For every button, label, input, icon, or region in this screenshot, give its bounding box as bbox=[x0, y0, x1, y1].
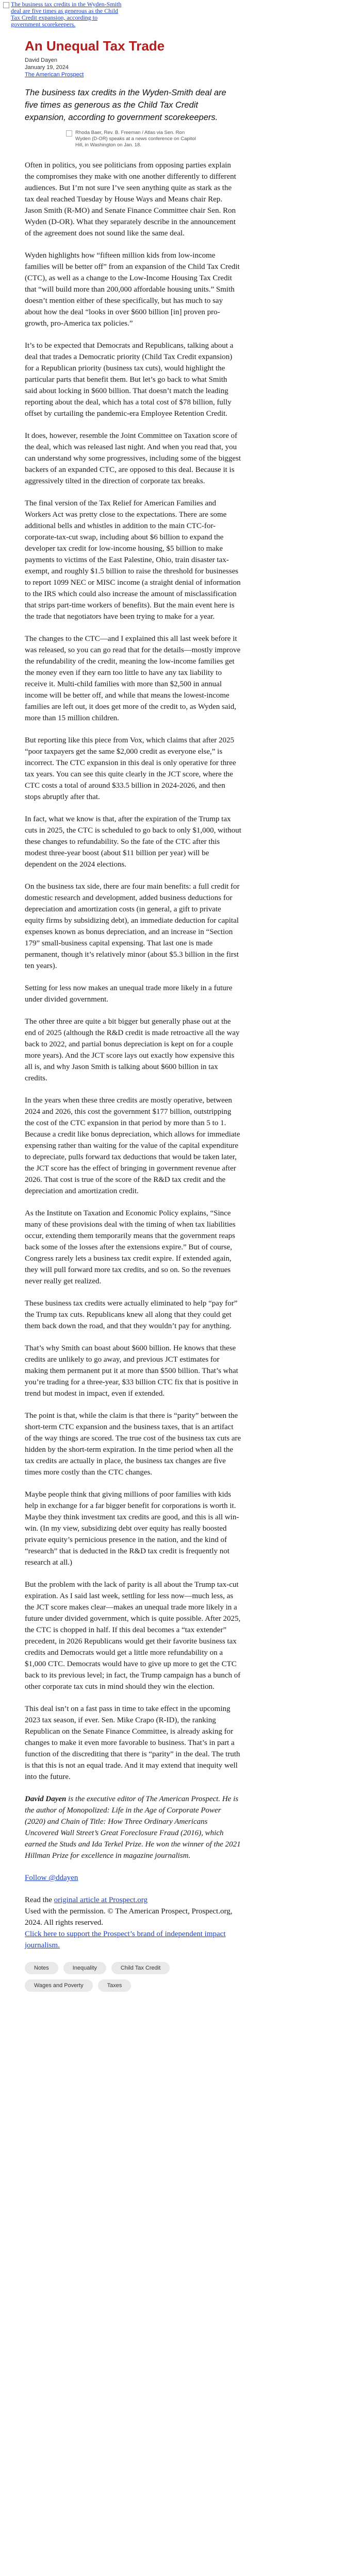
paragraph: On the business tax side, there are four main benefits: a full credit for domestic research and development, added business deductions for depreciation and amortization costs (in general, a gift to private equity firms by subsidizing debt), an immediate deduction for capital expenses known as bonus depreciation, and an increase in “Section 179” small-business capital expensing. That last one is made permanent, though it’s relatively minor (about $5.3 billion in the first ten years). bbox=[25, 883, 240, 970]
paragraph: This deal isn’t on a fast pass in time to take effect in the upcoming 2023 tax season, if ever. Sen. Mike Crapo (R-ID), the ranking Republican on the Senate Finance Committee, is already asking for changes to make it even more favorable to business. That’s in part a function of the discrediting that there is “parity” in the deal. The truth is that this is not an equal trade. And it may extend that inequity well into the future. bbox=[25, 1705, 240, 1781]
paragraph: Setting for less now makes an unequal trade more likely in a future under divided government. bbox=[25, 984, 233, 1004]
article-body bbox=[25, 160, 241, 1951]
tag-list bbox=[25, 1962, 241, 1992]
tag-chip[interactable]: Child Tax Credit bbox=[111, 1962, 170, 1974]
article-dek: The business tax credits in the Wyden-Smith deal are five times as generous as the Child Tax Credit expansion, according to government scorekeepers. bbox=[25, 88, 226, 122]
header-image[interactable] bbox=[3, 1, 122, 33]
paragraph: But reporting like this piece from Vox, which claims that after 2025 “poor taxpayers get the same $2,000 credit as everyone else,” is incorrect. The CTC expansion in this deal is only operative for three tax years. You can see this quite clearly in the JCT score, where the CTC costs a total of around $33.5 billion in 2024-2026, and then stops abruptly after that. bbox=[25, 736, 236, 801]
image-icon bbox=[66, 130, 72, 137]
tag-chip[interactable]: Wages and Poverty bbox=[25, 1979, 93, 1992]
article bbox=[25, 38, 336, 1992]
broken-image-icon bbox=[3, 2, 9, 8]
paragraph: As the Institute on Taxation and Economic Policy explains, “Since many of these provisions deal with the timing of when tax liabilities occur, extending them temporarily means that the government reaps back some of the losses after the extensions expire.” But of course, Congress rarely lets a business tax credit expire. If extended again, they will pull forward more tax credits, and so on. So the revenues never really get realized. bbox=[25, 1209, 236, 1285]
author-bio bbox=[25, 1793, 241, 1861]
byline bbox=[25, 57, 336, 78]
figure-caption: Rhoda Baer, Rev. B. Freeman / Atlas via Sen. Ron Wyden (D-OR) speaks at a news conference on Capitol Hill, in Washington on Jan. 18. bbox=[75, 130, 196, 148]
publish-date: January 19, 2024 bbox=[25, 64, 69, 71]
paragraph: That’s why Smith can boast about $600 billion. He knows that these credits are unlikely to go away, and previous JCT estimates for making them permanent put it at more than $500 billion. That’s what you’re trading for a three-year, $33 billion CTC fix that is positive in trend but modest in impact, even if extended. bbox=[25, 1344, 238, 1398]
tag-chip[interactable]: Taxes bbox=[98, 1979, 132, 1992]
tag-chip[interactable]: Inequality bbox=[63, 1962, 106, 1974]
paragraph: These business tax credits were actually eliminated to help “pay for” the Trump tax cuts. Republicans knew all along that they could get them back down the road, and that they wouldn’t pay for anything. bbox=[25, 1299, 238, 1330]
follow-line bbox=[25, 1872, 241, 1884]
paragraph: But the problem with the lack of parity is all about the Trump tax-cut expiration. As I said last week, settling for less now—much less, as the JCT score makes clear—makes an unequal trade more likely in a future under divided government, which is quite possible. After 2025, the CTC is chopped in half. If this deal becomes a “tax extender” precedent, in 2026 Republicans would get their favorite business tax credits and Democrats would get a little more refundability on a $1,000 CTC. Democrats would have to give up more to get the CTC back to its previous level; in fact, the Trump campaign has a bunch of other corporate tax cuts in mind should they win the election. bbox=[25, 1581, 241, 1691]
paragraph: The final version of the Tax Relief for American Families and Workers Act was pretty close to the expectations. There are some additional bells and whistles in addition to the main CTC-for-corporate-tax-cut swap, including about $6 billion to expand the developer tax credit for low-income housing, $5 billion to make payments to victims of the East Palestine, Ohio, train disaster tax-exempt, and roughly $1.5 billion to raise the threshold for businesses to report 1099 NEC or MISC income (a straight denial of information to the IRS which could also increase the amount of misclassification that strips part-time workers of benefits). But the main event here is the trade that negotiators have been trying to make for a year. bbox=[25, 499, 241, 621]
bio-text: is the executive editor of The American Prospect. He is the author of Monopolized: Life in the Age of Corporate Power (2020) and Chain of Title: How Three Ordinary Americans Uncovered Wall Street’s Great Foreclosure Fraud (2016), which earned the Studs and Ida Terkel Prize. He won the winner of the 2021 Hillman Prize for excellence in magazine journalism. bbox=[25, 1795, 241, 1860]
paragraph: It’s to be expected that Democrats and Republicans, talking about a deal that trades a Democratic priority (Child Tax Credit expansion) for a Republican priority (business tax cuts), would highlight the particular parts that benefit them. But let’s go back to what Smith said about locking in $600 billion. That doesn’t match the leading reporting about the deal, which has a total cost of $78 billion, fully offset by curtailing the pandemic-era Employee Retention Credit. bbox=[25, 342, 234, 418]
source-note bbox=[25, 1894, 241, 1951]
paragraph: The other three are quite a bit bigger but generally phase out at the end of 2025 (although the R&D credit is made retroactive all the way back to 2022, and partial bonus depreciation is kept on for a couple more years). And the JCT score lays out exactly how expensive this all is, and why Jason Smith is talking about $600 billion in tax credits. bbox=[25, 1018, 240, 1082]
paragraph: The point is that, while the claim is that there is “parity” between the short-term CTC expansion and the business taxes, that is an artifact of the way things are scored. The true cost of the business tax cuts are hidden by the short-term expiration. In the time period when all the tax credits are actually in place, the business tax changes are five times more costly than the CTC changes. bbox=[25, 1412, 241, 1477]
article-title: An Unequal Tax Trade bbox=[25, 38, 165, 54]
author-name: David Dayen bbox=[25, 57, 57, 63]
article-figure bbox=[66, 130, 293, 148]
permission-text: Used with the permission. © The American Prospect, Prospect.org, 2024. All rights reserved. bbox=[25, 1907, 233, 1927]
follow-author-link[interactable]: Follow @ddayen bbox=[25, 1874, 78, 1882]
paragraph: The changes to the CTC—and I explained this all last week before it was released, so you can go read that for the details—mostly improve the refundability of the credit, meaning the low-income families get the money even if they earn too little to have any tax liability to receive it. Multi-child families with more than $2,500 in annual income will be better off, and while that means the lowest-income families are left out, it does get more of the credit to, as Wyden said, more than 15 million children. bbox=[25, 635, 241, 722]
paragraph: Wyden highlights how “fifteen million kids from low-income families will be better off” from an expansion of the Child Tax Credit (CTC), as well as a change to the Low-Income Housing Tax Credit that “will build more than 200,000 affordable housing units.” Smith doesn’t mention either of these specifically, but has much to say about how the deal “looks in over $600 billion [in] proven pro-growth, pro-America tax policies.” bbox=[25, 251, 240, 328]
bio-name: David Dayen bbox=[25, 1795, 67, 1803]
paragraph: It does, however, resemble the Joint Committee on Taxation score of the deal, which was released last night. And when you read that, you can understand why some progressives, including some of the biggest backers of an expanded CTC, are opposed to this deal. Because it is aggressively tilted in the direction of corporate tax breaks. bbox=[25, 432, 241, 485]
paragraph: In fact, what we know is that, after the expiration of the Trump tax cuts in 2025, the CTC is scheduled to go back to only $1,000, without these changes to refundability. So the fate of the CTC after this modest three-year boost (about $11 billion per year) will be dependent on the 2024 elections. bbox=[25, 815, 241, 869]
publication-link[interactable]: The American Prospect bbox=[25, 72, 84, 78]
top-bar bbox=[0, 0, 361, 38]
paragraph: Maybe people think that giving millions of poor families with kids help in exchange for a far bigger benefit for corporations is worth it. Maybe they think investment tax credits are good, and this is all win-win. (In my view, subsidizing debt over equity has really boosted private equity’s pernicious presence in the nation, and the kind of “research” that is deducted in the R&D tax credit is frequently not research at all.) bbox=[25, 1490, 239, 1567]
original-prefix: Read the bbox=[25, 1896, 54, 1904]
support-link[interactable]: Click here to support the Prospect’s brand of independent impact journalism. bbox=[25, 1930, 226, 1950]
paragraph: Often in politics, you see politicians from opposing parties explain the compromises they make with one another differently to different audiences. But I’m not sure I’ve seen anything quite as stark as the tax deal reached Tuesday by House Ways and Means chair Rep. Jason Smith (R-MO) and Senate Finance Committee chair Sen. Ron Wyden (D-OR). What they separately describe in the announcement of the agreement does not sound like the same deal. bbox=[25, 161, 236, 238]
original-article-link[interactable]: original article at Prospect.org bbox=[54, 1896, 147, 1904]
header-image-alt[interactable]: The business tax credits in the Wyden-Smith deal are five times as generous as the Child Tax Credit expansion, according to government scorekeepers. bbox=[11, 1, 122, 28]
tag-chip[interactable]: Notes bbox=[25, 1962, 58, 1974]
paragraph: In the years when these three credits are mostly operative, between 2024 and 2026, this cost the government $177 billion, outstripping the cost of the CTC expansion in that period by more than 5 to 1. Because a credit like bonus depreciation, which allows for immediate expensing rather than waiting for the value of the capital expenditure to depreciate, pulls forward tax deductions that would be taken later, the JCT score has the effect of bringing in government revenue after 2026. That cost is true of the score of the R&D tax credit and the depreciation and amortization credit. bbox=[25, 1096, 240, 1195]
